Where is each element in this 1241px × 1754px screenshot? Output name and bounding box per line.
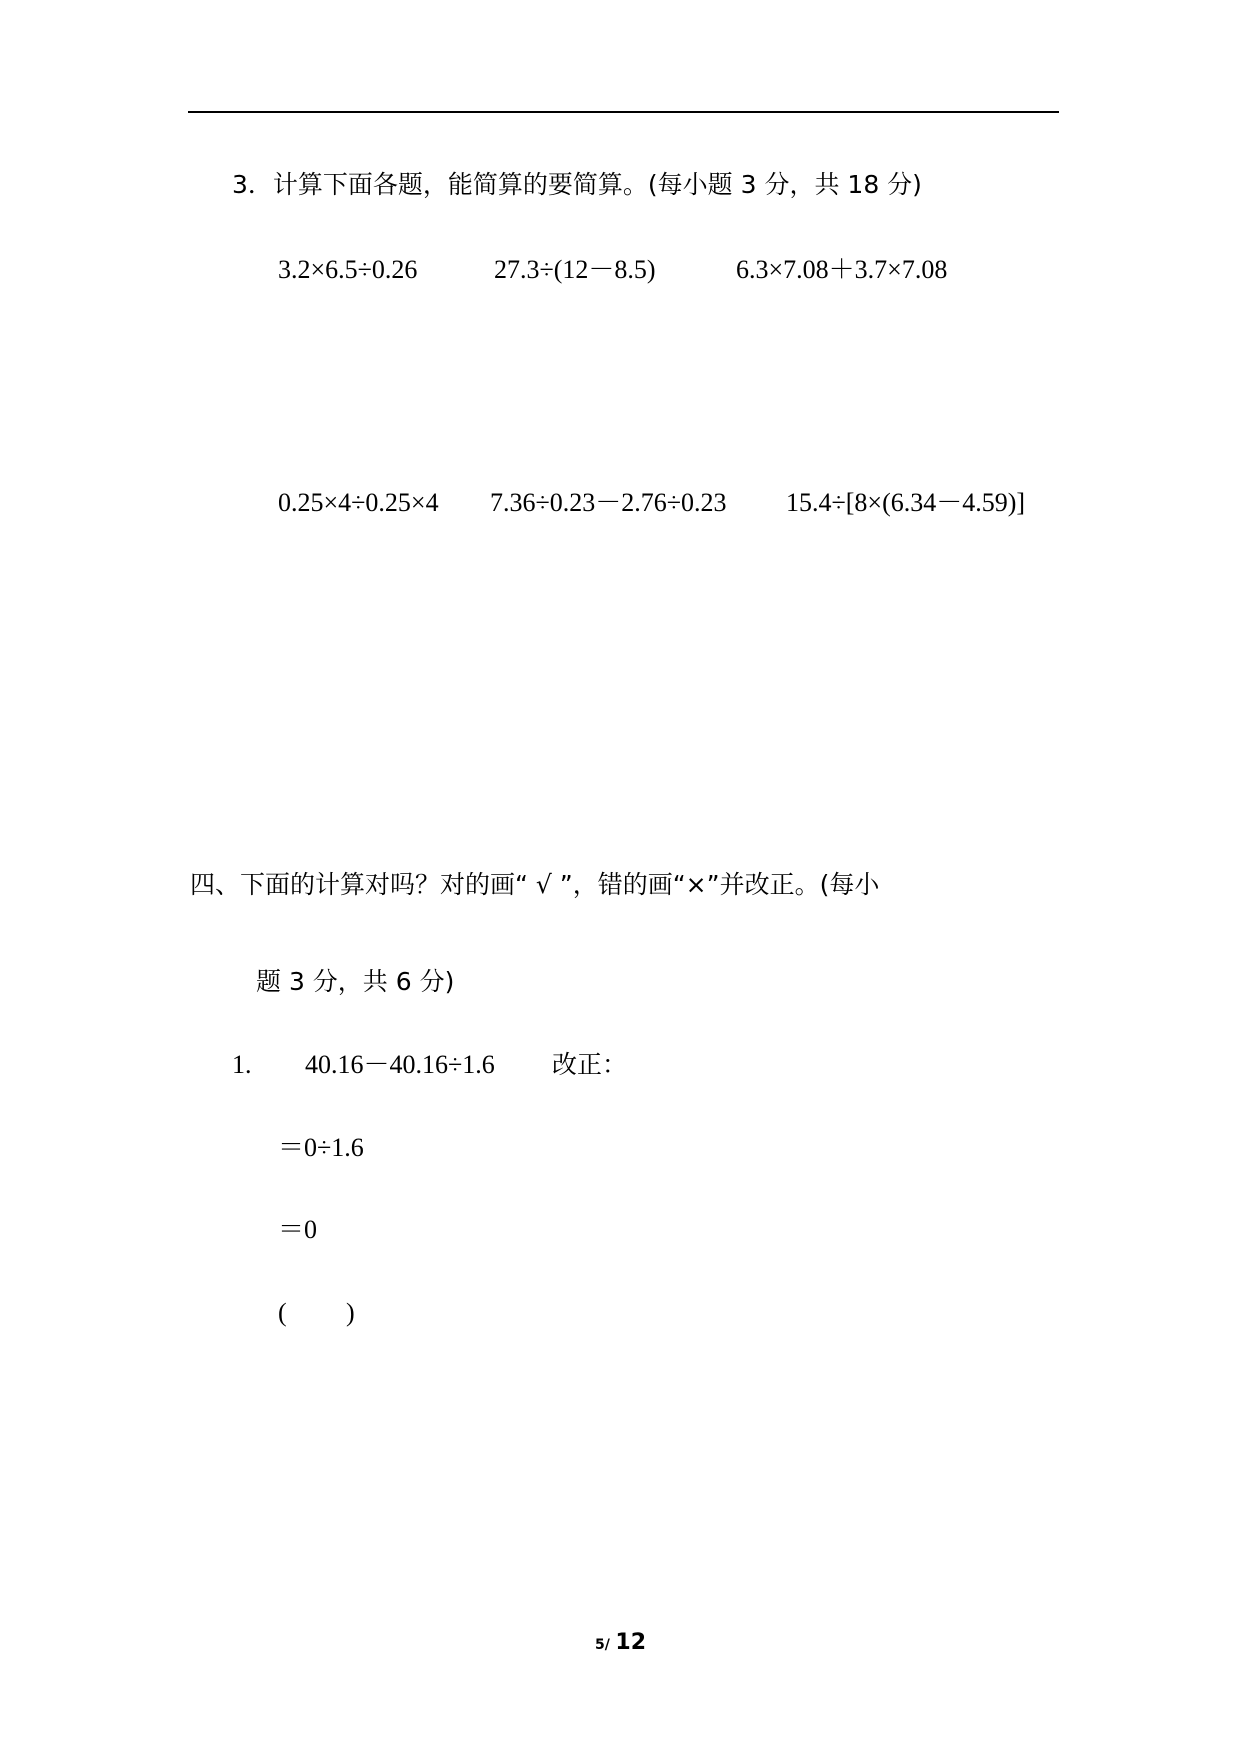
item1-number: 1. <box>232 1050 252 1079</box>
q3-expr-5: 7.36÷0.23－2.76÷0.23 <box>490 488 727 517</box>
q3-expr-2: 27.3÷(12－8.5) <box>494 255 656 284</box>
current-page: 5 <box>594 1637 605 1653</box>
header-rule <box>188 111 1059 113</box>
q3-expr-1: 3.2×6.5÷0.26 <box>278 255 418 284</box>
page-separator: / <box>604 1637 610 1653</box>
item1-step1: ＝0÷1.6 <box>278 1133 364 1162</box>
page-number <box>0 1630 1241 1655</box>
section4-heading-line2: 题 3 分，共 6 分) <box>256 967 455 996</box>
q3-expr-3: 6.3×7.08＋3.7×7.08 <box>736 255 948 284</box>
total-pages: 12 <box>615 1630 647 1655</box>
item1-correction-label: 改正： <box>552 1050 628 1079</box>
q3-heading: 3．计算下面各题，能简算的要简算。(每小题 3 分，共 18 分) <box>232 170 922 199</box>
item1-expression: 40.16－40.16÷1.6 <box>305 1050 495 1079</box>
item1-step2: ＝0 <box>278 1215 318 1244</box>
q3-expr-4: 0.25×4÷0.25×4 <box>278 488 439 517</box>
section4-heading-line1: 四、下面的计算对吗？对的画“ √ ”，错的画“×”并改正。(每小 <box>190 870 880 899</box>
item1-answer-close: ) <box>346 1298 355 1327</box>
q3-expr-6: 15.4÷[8×(6.34－4.59)] <box>786 488 1026 517</box>
item1-answer-open: ( <box>278 1298 287 1327</box>
